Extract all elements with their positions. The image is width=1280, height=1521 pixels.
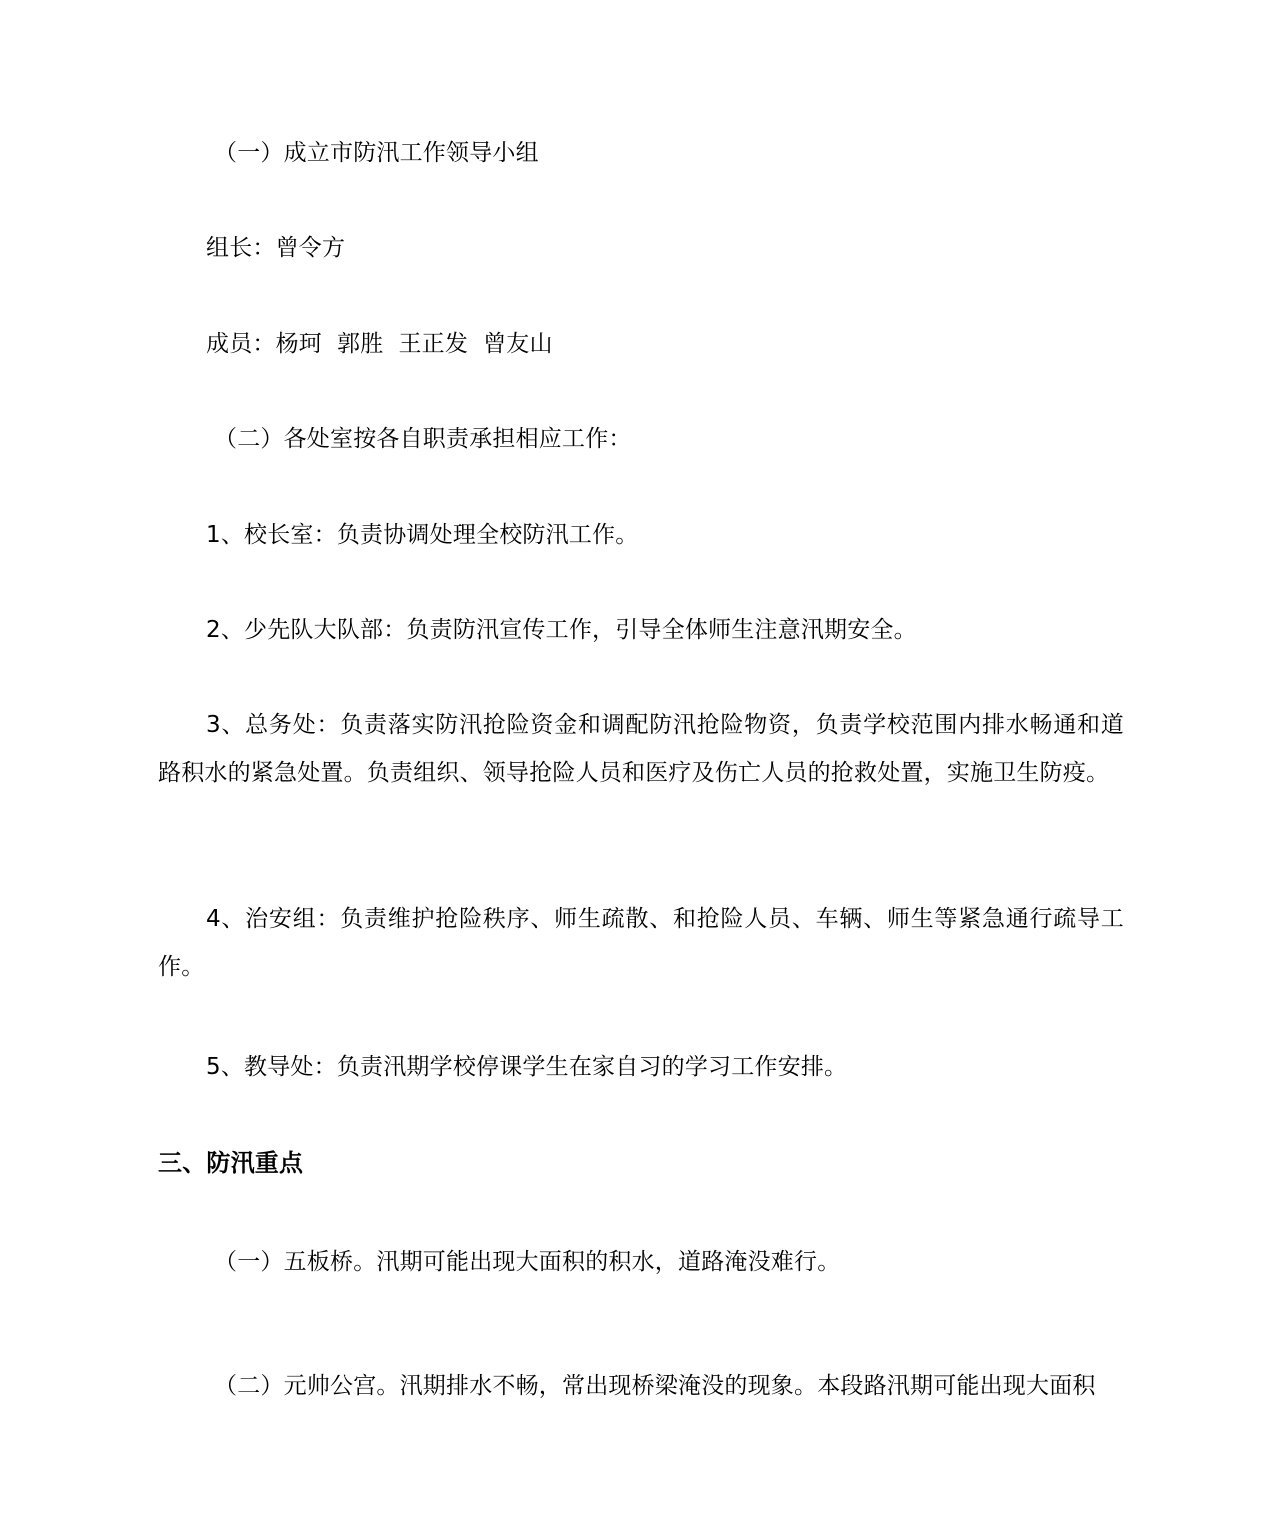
duty-item-5: 5、教导处：负责汛期学校停课学生在家自习的学习工作安排。	[206, 1054, 848, 1080]
group-leader-line: 组长：曾令方	[206, 235, 346, 261]
key-point-2: （二）元帅公宫。汛期排水不畅，常出现桥梁淹没的现象。本段路汛期可能出现大面积	[214, 1373, 1096, 1399]
duty-item-4: 4、治安组：负责维护抢险秩序、师生疏散、和抢险人员、车辆、师生等紧急通行疏导工作。	[158, 906, 1124, 980]
section-departments: （二）各处室按各自职责承担相应工作：	[214, 426, 632, 452]
duty-item-1: 1、校长室：负责协调处理全校防汛工作。	[206, 522, 639, 548]
key-point-1: （一）五板桥。汛期可能出现大面积的积水，道路淹没难行。	[214, 1249, 841, 1275]
heading-flood-key-points: 三、防汛重点	[158, 1149, 304, 1177]
group-members-line: 成员：杨珂 郭胜 王正发 曾友山	[206, 331, 553, 357]
duty-item-3: 3、总务处：负责落实防汛抢险资金和调配防汛抢险物资，负责学校范围内排水畅通和道路积水的紧急处置。负责组织、领导抢险人员和医疗及伤亡人员的抢救处置，实施卫生防疫。	[158, 712, 1124, 786]
duty-item-2: 2、少先队大队部：负责防汛宣传工作，引导全体师生注意汛期安全。	[206, 617, 917, 643]
section-leadership-group: （一）成立市防汛工作领导小组	[214, 140, 539, 166]
